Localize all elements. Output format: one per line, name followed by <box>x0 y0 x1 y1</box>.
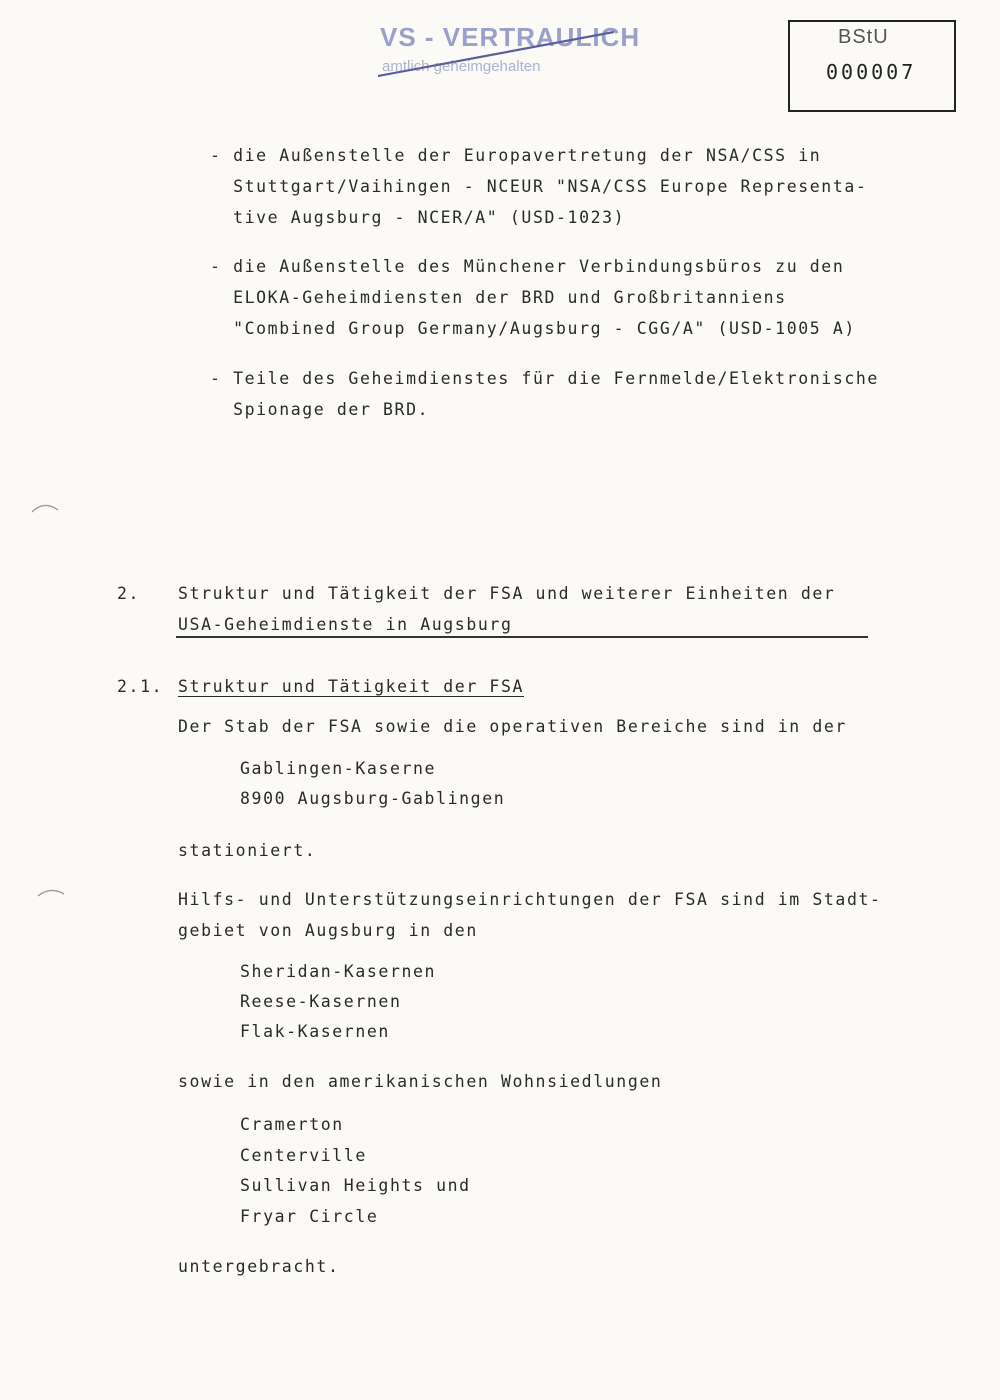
bullet-3-line-1: - Teile des Geheimdienstes für die Fernmelde/Elektronische <box>210 369 879 388</box>
bullet-1-line-3: tive Augsburg - NCER/A" (USD-1023) <box>210 208 626 227</box>
section-2-title-underline <box>176 636 868 638</box>
barracks-item-2: Reese-Kasernen <box>240 992 402 1011</box>
archive-label: BStU <box>838 26 889 48</box>
archive-number: 000007 <box>826 60 917 84</box>
address-line-2: 8900 Augsburg-Gablingen <box>240 789 506 808</box>
bullet-2-line-1: - die Außenstelle des Münchener Verbindungsbüros zu den <box>210 257 845 276</box>
settlement-item-3: Sullivan Heights und <box>240 1176 471 1195</box>
bullet-2-line-2: ELOKA-Geheimdiensten der BRD und Großbritanniens <box>210 288 787 307</box>
settlement-item-4: Fryar Circle <box>240 1207 379 1226</box>
address-line-1: Gablingen-Kaserne <box>240 759 437 778</box>
support-line-2: gebiet von Augsburg in den <box>178 921 478 940</box>
closing-text: untergebracht. <box>178 1257 340 1276</box>
support-line-1: Hilfs- und Unterstützungseinrichtungen der FSA sind im Stadt- <box>178 890 882 909</box>
stationed-text: stationiert. <box>178 841 317 860</box>
section-2-title-line-1: Struktur und Tätigkeit der FSA und weiterer Einheiten der <box>178 584 836 603</box>
section-21-number: 2.1. <box>117 677 164 696</box>
bullet-2-line-3: "Combined Group Germany/Augsburg - CGG/A" (USD-1005 A) <box>210 319 856 338</box>
section-21-intro: Der Stab der FSA sowie die operativen Bereiche sind in der <box>178 717 847 736</box>
settlement-item-1: Cramerton <box>240 1115 344 1134</box>
settlements-intro: sowie in den amerikanischen Wohnsiedlungen <box>178 1072 663 1091</box>
stamp-classification-text: VS - VERTRAULICH <box>380 22 641 52</box>
bullet-1-line-1: - die Außenstelle der Europavertretung der NSA/CSS in <box>210 146 822 165</box>
section-2-title-line-2: USA-Geheimdienste in Augsburg <box>178 615 513 634</box>
classification-stamp <box>370 22 641 82</box>
stamp-strikethrough-icon <box>378 28 614 78</box>
section-2-number: 2. <box>117 584 141 603</box>
punch-hole-icon <box>30 498 60 528</box>
punch-hole-icon <box>36 884 66 914</box>
settlement-item-2: Centerville <box>240 1146 367 1165</box>
section-21-title: Struktur und Tätigkeit der FSA <box>178 677 525 696</box>
stamp-subtitle-text: amtlich geheimgehalten <box>382 58 541 75</box>
barracks-item-3: Flak-Kasernen <box>240 1022 390 1041</box>
bullet-3-line-2: Spionage der BRD. <box>210 400 430 419</box>
archive-number-box <box>788 20 956 112</box>
barracks-item-1: Sheridan-Kasernen <box>240 962 437 981</box>
bullet-1-line-2: Stuttgart/Vaihingen - NCEUR "NSA/CSS Europe Representa- <box>210 177 868 196</box>
